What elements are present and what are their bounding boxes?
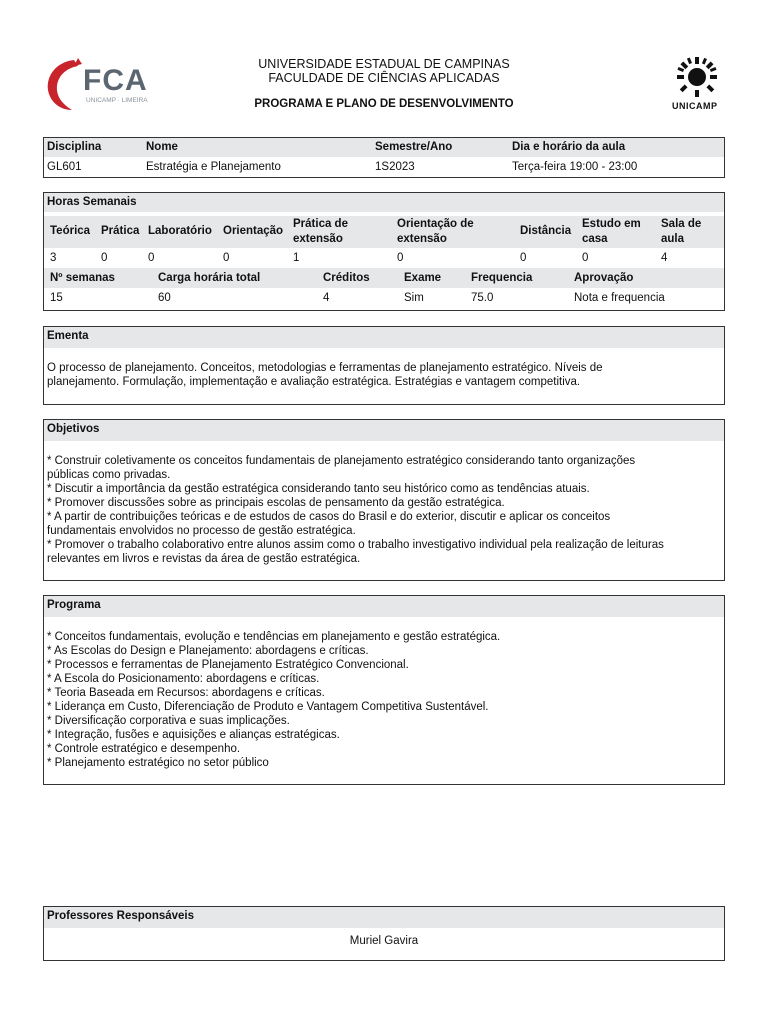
label-disciplina: Disciplina xyxy=(47,141,102,153)
val-frequencia: 75.0 xyxy=(471,292,494,304)
hdr-carga: Carga horária total xyxy=(158,272,261,284)
hdr-orientacao: Orientação xyxy=(223,225,284,237)
professores-box xyxy=(43,906,725,961)
programa-line: * Diversificação corporativa e suas implicações. xyxy=(47,715,290,727)
val-orient-ext: 0 xyxy=(397,252,404,264)
programa-line: * Conceitos fundamentais, evolução e tendências em planejamento e gestão estratégica. xyxy=(47,631,501,643)
objetivos-line: relevantes em livros e revistas da área de gestão estratégica. xyxy=(47,553,361,565)
course-info-box xyxy=(43,137,725,178)
objetivos-line: * Promover o trabalho colaborativo entre alunos assim como o trabalho investigativo individual pela realização de leituras xyxy=(47,539,664,551)
programa-box xyxy=(43,595,725,785)
objetivos-title: Objetivos xyxy=(47,423,100,435)
val-teorica: 3 xyxy=(50,252,57,264)
hdr-pratica: Prática xyxy=(101,225,140,237)
hdr-pratica-ext-2: extensão xyxy=(293,233,343,245)
objetivos-box xyxy=(43,419,725,581)
hours-title: Horas Semanais xyxy=(47,196,137,208)
label-horario: Dia e horário da aula xyxy=(512,141,626,153)
fca-logo-text: FCA xyxy=(83,64,148,97)
programa-text xyxy=(47,630,718,770)
hdr-semanas: Nº semanas xyxy=(50,272,115,284)
val-aprovacao: Nota e frequencia xyxy=(574,292,665,304)
hdr-orient-ext-2: extensão xyxy=(397,233,447,245)
objetivos-line: * Construir coletivamente os conceitos fundamentais de planejamento estratégico considerando tanto organizações xyxy=(47,455,636,467)
val-orientacao: 0 xyxy=(223,252,230,264)
val-pratica-ext: 1 xyxy=(293,252,300,264)
value-semestre: 1S2023 xyxy=(375,161,415,173)
professor-name: Muriel Gavira xyxy=(349,935,419,947)
objetivos-line: * A partir de contribuições teóricas e de estudos de casos do Brasil e do exterior, discutir e aplicar os conceitos xyxy=(47,511,611,523)
hdr-estudo-1: Estudo em xyxy=(582,218,641,230)
programa-title: Programa xyxy=(47,599,101,611)
objetivos-line: públicas como privadas. xyxy=(47,469,171,481)
hdr-estudo-2: casa xyxy=(582,233,608,245)
hdr-distancia: Distância xyxy=(520,225,572,237)
val-laboratorio: 0 xyxy=(148,252,155,264)
hdr-laboratorio: Laboratório xyxy=(148,225,212,237)
hdr-teorica: Teórica xyxy=(50,225,91,237)
value-nome: Estratégia e Planejamento xyxy=(146,161,281,173)
val-carga: 60 xyxy=(158,292,171,304)
objetivos-line: fundamentais envolvidos no processo de gestão estratégica. xyxy=(47,525,356,537)
ementa-box xyxy=(43,326,725,405)
ementa-text xyxy=(47,361,718,389)
university-name: UNIVERSIDADE ESTADUAL DE CAMPINAS xyxy=(258,57,510,71)
objetivos-line: * Promover discussões sobre as principais escolas de pensamento da gestão estratégica. xyxy=(47,497,505,509)
hdr-orient-ext-1: Orientação de xyxy=(397,218,474,230)
hdr-exame: Exame xyxy=(404,272,442,284)
val-creditos: 4 xyxy=(323,292,330,304)
val-exame: Sim xyxy=(404,292,424,304)
programa-line: * Liderança em Custo, Diferenciação de Produto e Vantagem Competitiva Sustentável. xyxy=(47,701,489,713)
hdr-pratica-ext-1: Prática de xyxy=(293,218,348,230)
hdr-creditos: Créditos xyxy=(323,272,370,284)
programa-line: * A Escola do Posicionamento: abordagens e críticas. xyxy=(47,673,320,685)
val-distancia: 0 xyxy=(520,252,527,264)
hdr-frequencia: Frequencia xyxy=(471,272,533,284)
ementa-line: planejamento. Formulação, implementação e avaliação estratégica. Estratégias e vantagem competitiva. xyxy=(47,376,581,388)
val-semanas: 15 xyxy=(50,292,63,304)
programa-line: * Processos e ferramentas de Planejamento Estratégico Convencional. xyxy=(47,659,409,671)
hdr-aprovacao: Aprovação xyxy=(574,272,634,284)
professores-title: Professores Responsáveis xyxy=(47,910,195,922)
faculty-name: FACULDADE DE CIÊNCIAS APLICADAS xyxy=(268,71,500,85)
val-pratica: 0 xyxy=(101,252,108,264)
label-nome: Nome xyxy=(146,141,178,153)
programa-line: * Controle estratégico e desempenho. xyxy=(47,743,241,755)
value-horario: Terça-feira 19:00 - 23:00 xyxy=(512,161,638,173)
unicamp-logo-text: UNICAMP xyxy=(672,101,718,111)
hdr-sala-2: aula xyxy=(661,233,685,245)
val-sala: 4 xyxy=(661,252,668,264)
label-semestre: Semestre/Ano xyxy=(375,141,453,153)
objetivos-line: * Discutir a importância da gestão estratégica considerando tanto seu histórico como as tendências atuais. xyxy=(47,483,590,495)
programa-line: * As Escolas do Design e Planejamento: abordagens e críticas. xyxy=(47,645,369,657)
fca-logo-subtext: UNICAMP · LIMEIRA xyxy=(86,97,148,104)
ementa-title: Ementa xyxy=(47,330,89,342)
hdr-sala-1: Sala de xyxy=(661,218,702,230)
programa-line: * Teoria Baseada em Recursos: abordagens e críticas. xyxy=(47,687,325,699)
value-disciplina: GL601 xyxy=(47,161,82,173)
programa-line: * Integração, fusões e aquisições e alianças estratégicas. xyxy=(47,729,340,741)
hours-box xyxy=(43,192,725,311)
objetivos-text xyxy=(47,454,718,566)
unicamp-emblem-icon xyxy=(672,55,722,99)
programa-line: * Planejamento estratégico no setor público xyxy=(47,757,269,769)
ementa-line: O processo de planejamento. Conceitos, metodologias e ferramentas de planejamento estratégico. Níveis de xyxy=(47,362,603,374)
val-estudo: 0 xyxy=(582,252,589,264)
doc-title: PROGRAMA E PLANO DE DESENVOLVIMENTO xyxy=(254,98,514,110)
unicamp-logo xyxy=(668,55,726,113)
